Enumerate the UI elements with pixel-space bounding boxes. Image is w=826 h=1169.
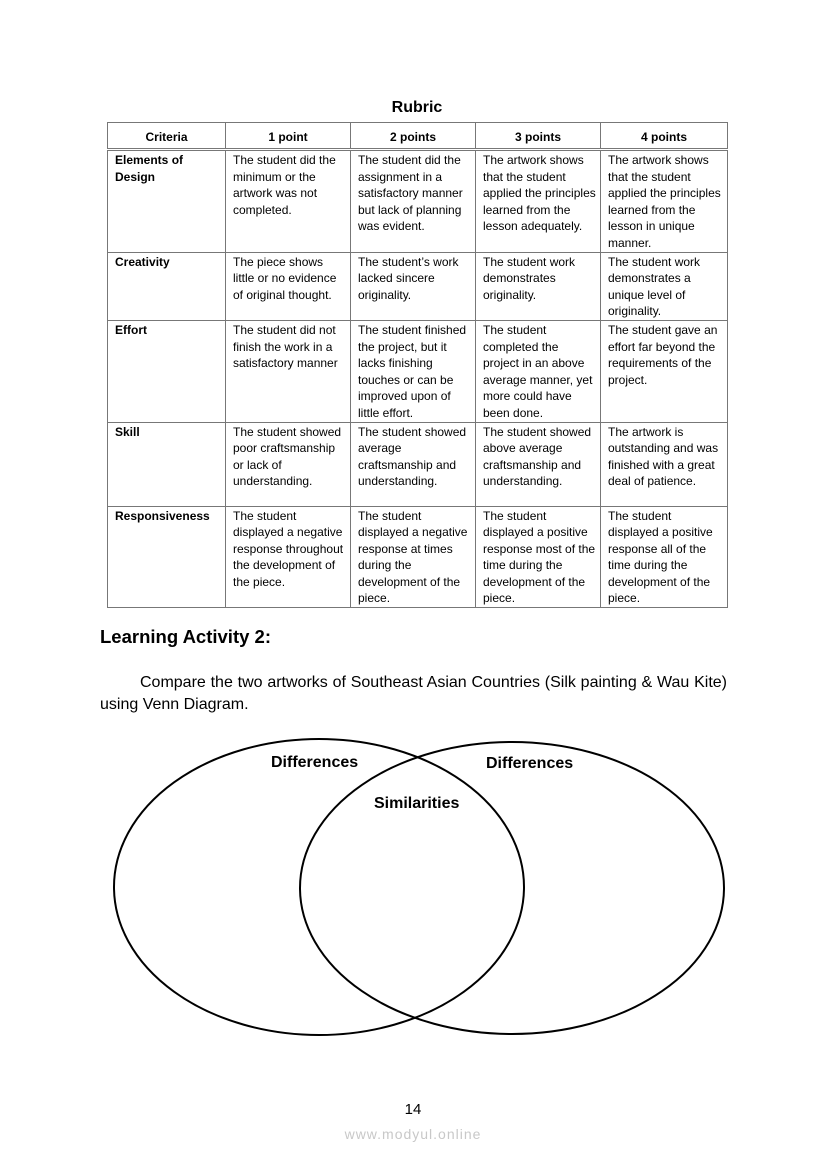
criteria-skill: Skill bbox=[108, 422, 226, 506]
activity-heading: Learning Activity 2: bbox=[100, 626, 271, 647]
rubric-cell: The student finished the project, but it lacks finishing touches or can be improved upon of little effort. bbox=[351, 320, 476, 422]
activity-instructions: Compare the two artworks of Southeast Asian Countries (Silk painting & Wau Kite) using Venn Diagram. bbox=[100, 674, 727, 713]
rubric-row-responsiveness bbox=[108, 506, 728, 608]
rubric-cell: The artwork shows that the student applied the principles learned from the lesson in unique manner. bbox=[601, 150, 728, 253]
rubric-row-creativity bbox=[108, 252, 728, 320]
rubric-cell: The student displayed a negative response throughout the development of the piece. bbox=[226, 506, 351, 608]
watermark: www.modyul.online bbox=[344, 1126, 482, 1142]
rubric-cell: The student gave an effort far beyond the requirements of the project. bbox=[601, 320, 728, 422]
criteria-elements-of-design: Elements of Design bbox=[108, 150, 226, 253]
venn-left-label: Differences bbox=[271, 754, 359, 771]
rubric-table bbox=[107, 122, 728, 608]
rubric-cell: The artwork is outstanding and was finished with a great deal of patience. bbox=[601, 422, 728, 506]
rubric-row-elements-of-design bbox=[108, 150, 728, 253]
venn-right-circle bbox=[300, 742, 724, 1034]
header-3-points: 3 points bbox=[476, 123, 601, 150]
header-1-point: 1 point bbox=[226, 123, 351, 150]
rubric-cell: The student completed the project in an above average manner, yet more could have been done. bbox=[476, 320, 601, 422]
rubric-cell: The student’s work lacked sincere originality. bbox=[351, 252, 476, 320]
venn-right-label: Differences bbox=[486, 755, 574, 772]
rubric-cell: The piece shows little or no evidence of original thought. bbox=[226, 252, 351, 320]
rubric-row-skill bbox=[108, 422, 728, 506]
header-criteria: Criteria bbox=[108, 123, 226, 150]
criteria-effort: Effort bbox=[108, 320, 226, 422]
rubric-cell: The student showed poor craftsmanship or lack of understanding. bbox=[226, 422, 351, 506]
rubric-cell: The student showed above average craftsmanship and understanding. bbox=[476, 422, 601, 506]
rubric-cell: The student showed average craftsmanship and understanding. bbox=[351, 422, 476, 506]
rubric-cell: The artwork shows that the student applied the principles learned from the lesson adequately. bbox=[476, 150, 601, 253]
criteria-responsiveness: Responsiveness bbox=[108, 506, 226, 608]
rubric-cell: The student work demonstrates a unique level of originality. bbox=[601, 252, 728, 320]
venn-left-circle bbox=[114, 739, 524, 1035]
rubric-cell: The student did the assignment in a satisfactory manner but lack of planning was evident. bbox=[351, 150, 476, 253]
rubric-cell: The student did the minimum or the artwork was not completed. bbox=[226, 150, 351, 253]
rubric-cell: The student displayed a positive response all of the time during the development of the piece. bbox=[601, 506, 728, 608]
header-2-points: 2 points bbox=[351, 123, 476, 150]
page-number: 14 bbox=[404, 1101, 422, 1118]
rubric-cell: The student did not finish the work in a satisfactory manner bbox=[226, 320, 351, 422]
header-4-points: 4 points bbox=[601, 123, 728, 150]
rubric-title: Rubric bbox=[391, 99, 443, 116]
rubric-cell: The student displayed a negative response at times during the development of the piece. bbox=[351, 506, 476, 608]
rubric-row-effort bbox=[108, 320, 728, 422]
rubric-cell: The student displayed a positive response most of the time during the development of the piece. bbox=[476, 506, 601, 608]
rubric-header-row bbox=[108, 123, 728, 150]
venn-diagram bbox=[100, 730, 740, 1050]
criteria-creativity: Creativity bbox=[108, 252, 226, 320]
venn-center-label: Similarities bbox=[374, 795, 460, 812]
rubric-cell: The student work demonstrates originality. bbox=[476, 252, 601, 320]
